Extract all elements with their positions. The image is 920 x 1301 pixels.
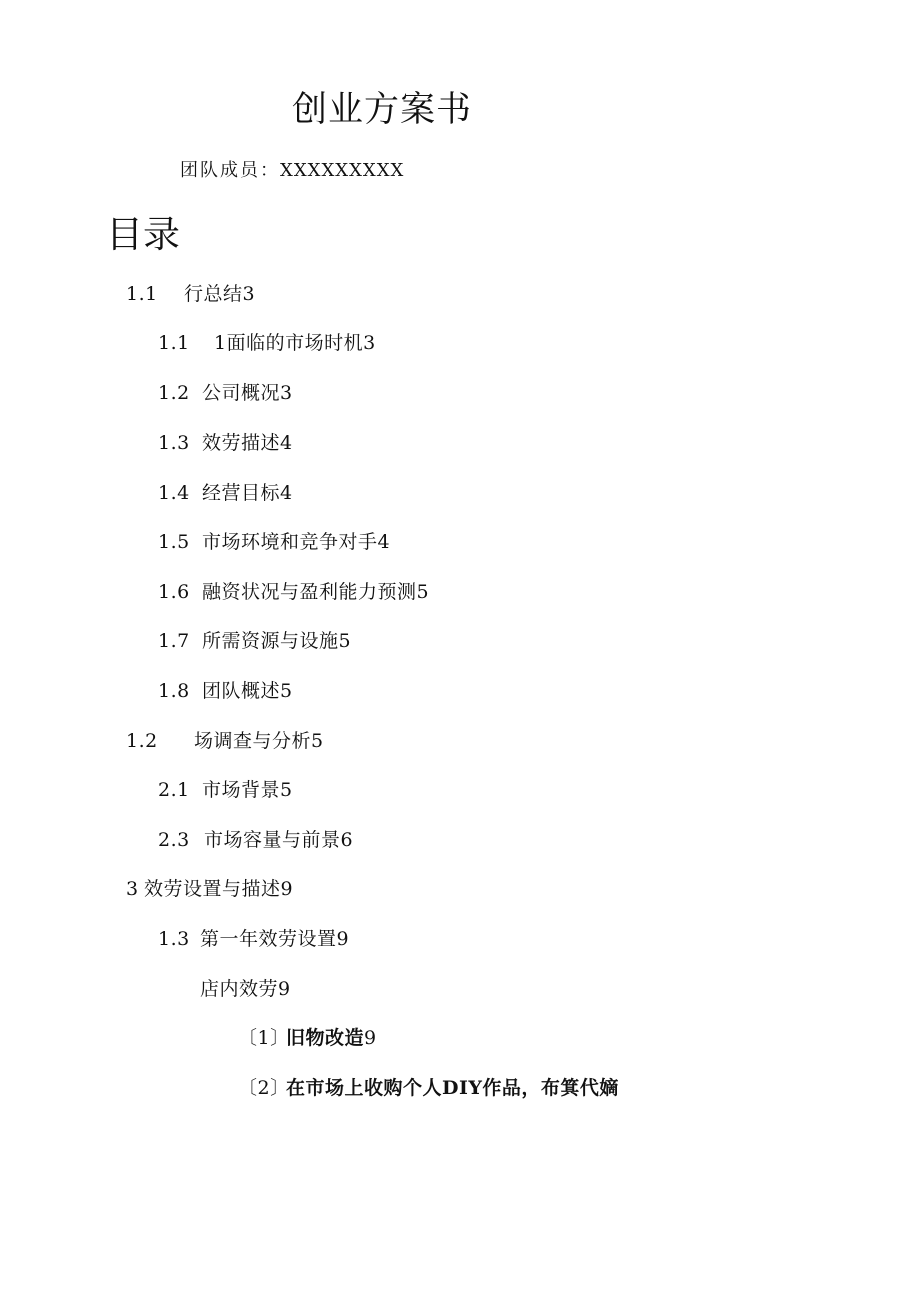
toc-entry-item-2-diy-collection[interactable] [238,1079,619,1098]
toc-entry-page: 4 [280,432,293,454]
toc-entry-text: 市场容量与前景 [204,829,341,851]
toc-entry-1-3-first-year-services[interactable] [158,930,349,949]
toc-entry-text: 店内效劳 [200,978,279,1000]
toc-entry-2-3-market-capacity[interactable] [158,831,353,850]
team-members-line [180,162,404,180]
team-members-label: 团队成员： [180,160,280,181]
toc-entry-number: 1.6 [158,581,190,603]
toc-entry-page: 9 [336,928,350,950]
toc-entry-page: 5 [416,581,430,603]
toc-entry-text: 所需资源与设施 [202,630,339,652]
toc-entry-page: 5 [311,730,324,752]
toc-entry-text: 效劳设置与描述 [144,878,281,900]
toc-entry-page: 9 [280,878,294,900]
toc-entry-page: 5 [338,630,352,652]
toc-heading: 目录 [106,213,180,256]
toc-entry-number: 2.1 [158,779,190,801]
toc-entry-page: 5 [280,680,293,702]
toc-entry-1-6-financing-forecast[interactable] [158,583,429,602]
toc-entry-1-1-market-opportunity[interactable] [158,334,376,353]
toc-entry-number: 〔2〕 [238,1077,290,1099]
team-members-value: XXXXXXXXX [280,160,405,181]
toc-entry-1-4-business-goals[interactable] [158,484,293,503]
toc-entry-1-8-team-overview[interactable] [158,682,293,701]
toc-entry-1-5-market-environment[interactable] [158,533,390,552]
toc-entry-text: 行总结 [184,283,243,305]
toc-entry-page: 6 [340,829,354,851]
toc-entry-number: 1.3 [158,928,190,950]
toc-entry-item-1-upcycling[interactable] [238,1029,377,1048]
toc-entry-page: 4 [377,531,391,553]
toc-entry-number: 1.3 [158,432,190,454]
toc-entry-1-2-market-research[interactable] [126,732,324,751]
toc-entry-number: 1.5 [158,531,190,553]
toc-entry-page: 3 [363,332,376,354]
toc-entry-page: 3 [280,382,293,404]
toc-entry-1-3-service-description[interactable] [158,434,293,453]
toc-entry-number: 1.1 [126,283,158,305]
toc-entry-text: 经营目标 [202,482,281,504]
toc-entry-text: 第一年效劳设置 [200,928,337,950]
toc-entry-in-store-services[interactable] [200,980,291,999]
toc-entry-text: 在市场上收购个人DIY作品，布箕代嫡 [286,1077,619,1099]
toc-entry-page: 3 [242,283,256,305]
toc-entry-text: 公司概况 [202,382,281,404]
document-title: 创业方案书 [292,90,473,130]
toc-entry-page: 4 [280,482,293,504]
toc-entry-page: 9 [278,978,291,1000]
toc-entry-page: 5 [280,779,293,801]
toc-entry-number: 1.2 [158,382,190,404]
toc-entry-1-7-resources-facilities[interactable] [158,632,351,651]
toc-entry-text: 场调查与分析 [194,730,312,752]
toc-entry-number: 1.2 [126,730,158,752]
toc-entry-text: 融资状况与盈利能力预测 [202,581,417,603]
toc-entry-page: 9 [364,1027,377,1049]
toc-entry-number: 3 [126,878,139,900]
toc-entry-text: 市场背景 [202,779,281,801]
toc-entry-1-1-summary[interactable] [126,285,255,304]
toc-entry-number: 〔1〕 [238,1027,290,1049]
toc-entry-number: 1.8 [158,680,190,702]
toc-entry-2-1-market-background[interactable] [158,781,293,800]
toc-entry-text: 旧物改造 [286,1027,365,1049]
toc-entry-1-2-company-overview[interactable] [158,384,293,403]
toc-entry-text: 效劳描述 [202,432,281,454]
toc-entry-3-service-setup[interactable] [126,880,293,899]
toc-entry-number: 1.1 [158,332,190,354]
toc-entry-text: 市场环境和竞争对手 [202,531,378,553]
toc-entry-number: 1.7 [158,630,190,652]
toc-entry-text: 团队概述 [202,680,281,702]
toc-entry-number: 1.4 [158,482,190,504]
toc-entry-number: 2.3 [158,829,190,851]
toc-entry-text: 1面临的市场时机 [214,332,364,354]
